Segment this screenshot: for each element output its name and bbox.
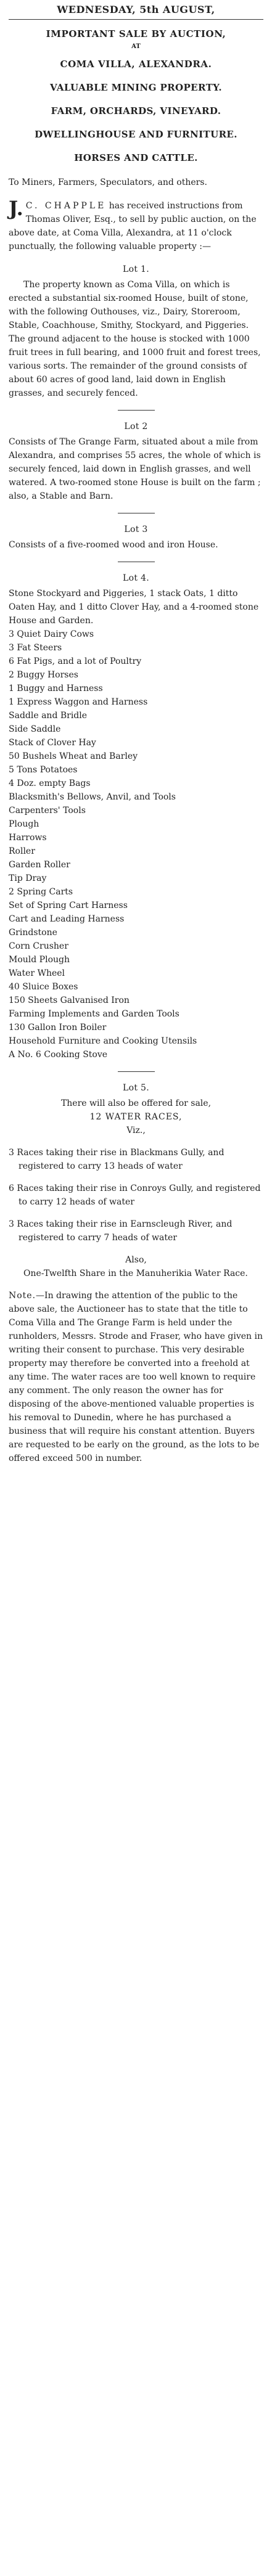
sale-at: AT: [131, 43, 141, 50]
lot4-item: Carpenters' Tools: [9, 806, 86, 816]
lot2-text: Consists of The Grange Farm, situated about a mile from Alexandra, and comprises 55 acres, the whole of which is securely fenced, laid down in English grasses, and well watered. A two-roomed stone House is built on the farm ; also, a Stable and Barn.: [9, 437, 261, 501]
note-paragraph: [9, 1289, 263, 1465]
lot4-item: Stack of Clover Hay: [9, 738, 96, 748]
lot4-item: Grindstone: [9, 928, 57, 938]
note-text: —In drawing the attention of the public to the above sale, the Auctioneer has to state that the title to Coma Villa and The Grange Farm is held under the runholders, Messrs. Strode and Fraser, who have given in writing their consent to purchase. This very desirable property may therefore be converted into a freehold at any time. The water races are too well known to require any comment. The only reason the owner has for disposing of the above-mentioned valuable properties is his removal to Dunedin, where he has purchased a business that will require his constant attention. Buyers are requested to be early on the ground, as the lots to be offered exceed 500 in number.: [9, 1291, 263, 1463]
lot4-item: 3 Quiet Dairy Cows: [9, 629, 94, 639]
lot4-item: Harrows: [9, 833, 47, 843]
lot5-viz: Viz.,: [126, 1126, 146, 1135]
lot3-text: Consists of a five-roomed wood and iron House.: [9, 540, 218, 550]
lot4-item: Tip Dray: [9, 873, 47, 883]
lot4-heading: Lot 4.: [123, 573, 149, 583]
lot4-item: 2 Spring Carts: [9, 887, 73, 897]
lot5-races-title: 12 WATER RACES,: [89, 1112, 183, 1122]
lot4-item: Mould Plough: [9, 955, 70, 965]
divider: [118, 410, 155, 411]
lot4-item: Household Furniture and Cooking Utensils: [9, 1036, 197, 1046]
intro-line: To Miners, Farmers, Speculators, and others.: [9, 178, 207, 187]
top-rule: [9, 19, 263, 20]
lot4-item: Roller: [9, 846, 35, 856]
agent-paragraph: [9, 199, 263, 253]
lot4-item: 1 Express Waggon and Harness: [9, 697, 148, 707]
dwelling-heading: DWELLINGHOUSE AND FURNITURE.: [35, 129, 237, 140]
lot5-share: One-Twelfth Share in the Manuherikia Water Race.: [23, 1269, 248, 1278]
notice-date: WEDNESDAY, 5th AUGUST,: [57, 4, 215, 15]
lot4-item: 3 Fat Steers: [9, 643, 62, 653]
note-label: Note.: [9, 1291, 36, 1301]
lot4-item: 130 Gallon Iron Boiler: [9, 1023, 107, 1032]
valuable-mining-heading: VALUABLE MINING PROPERTY.: [50, 82, 222, 93]
lot2-heading: Lot 2: [124, 422, 148, 431]
race-list: [9, 1146, 263, 1245]
lot4-item: Cart and Leading Harness: [9, 914, 125, 924]
water-race-item: 6 Races taking their rise in Conroys Gully, and registered to carry 12 heads of water: [9, 1184, 261, 1207]
lot4-item: 40 Sluice Boxes: [9, 982, 78, 992]
lot3-heading: Lot 3: [124, 525, 148, 534]
lot4-item: Water Wheel: [9, 968, 65, 978]
lot5-intro: There will also be offered for sale,: [60, 1098, 212, 1108]
lot4-intro: Stone Stockyard and Piggeries, 1 stack Oats, 1 ditto Oaten Hay, and 1 ditto Clover Hay, and a 4-roomed stone House and Garden.: [9, 589, 259, 626]
lot5-also: Also,: [125, 1255, 147, 1265]
lot4-item: 4 Doz. empty Bags: [9, 779, 91, 788]
water-race-item: 3 Races taking their rise in Blackmans Gully, and registered to carry 13 heads of water: [9, 1148, 225, 1171]
lot5-heading: Lot 5.: [123, 1083, 149, 1093]
auction-notice-page: [0, 4, 272, 2576]
lot4-item: Corn Crusher: [9, 941, 68, 951]
sale-title: IMPORTANT SALE BY AUCTION,: [46, 28, 226, 39]
lot1-heading: Lot 1.: [123, 264, 149, 274]
lot4-items-list: [9, 628, 263, 1061]
divider: [118, 1071, 155, 1072]
lot4-item: Farming Implements and Garden Tools: [9, 1009, 179, 1019]
lot4-item: Set of Spring Cart Harness: [9, 901, 128, 910]
lot4-item: 5 Tons Potatoes: [9, 765, 78, 775]
lot4-item: 6 Fat Pigs, and a lot of Poultry: [9, 656, 142, 666]
water-race-item: 3 Races taking their rise in Earnscleugh River, and registered to carry 7 heads of water: [9, 1219, 233, 1243]
agent-initial: J.: [9, 197, 23, 220]
lot4-item: Plough: [9, 819, 39, 829]
agent-text: has received instructions from Thomas Oliver, Esq., to sell by public auction, on the above date, at Coma Villa, Alexandra, at 11 o'clock punctually, the following valuable property :—: [9, 201, 257, 251]
lot4-item: 1 Buggy and Harness: [9, 684, 103, 693]
lot4-item: A No. 6 Cooking Stove: [9, 1050, 108, 1060]
lot4-item: Saddle and Bridle: [9, 711, 88, 721]
lot4-item: Blacksmith's Bellows, Anvil, and Tools: [9, 792, 176, 802]
agent-name: C. CHAPPLE: [25, 201, 107, 211]
horses-heading: HORSES AND CATTLE.: [74, 152, 198, 163]
sale-place: COMA VILLA, ALEXANDRA.: [60, 59, 212, 70]
lot4-item: 2 Buggy Horses: [9, 670, 78, 680]
lot4-item: 50 Bushels Wheat and Barley: [9, 751, 138, 761]
lot4-item: Garden Roller: [9, 860, 70, 870]
farm-heading: FARM, ORCHARDS, VINEYARD.: [51, 105, 221, 117]
lot4-item: Side Saddle: [9, 724, 61, 734]
lot1-text: The property known as Coma Villa, on which is erected a substantial six-roomed House, built of stone, with the following Outhouses, viz., Dairy, Storeroom, Stable, Coachhouse, Smithy, Stockyard, and Piggeries. The ground adjacent to the house is stocked with 1000 fruit trees in full bearing, and 1000 fruit and forest trees, various sorts. The remainder of the ground consists of about 60 acres of good land, laid down in English grasses, and securely fenced.: [9, 280, 261, 398]
lot4-item: 150 Sheets Galvanised Iron: [9, 996, 130, 1005]
